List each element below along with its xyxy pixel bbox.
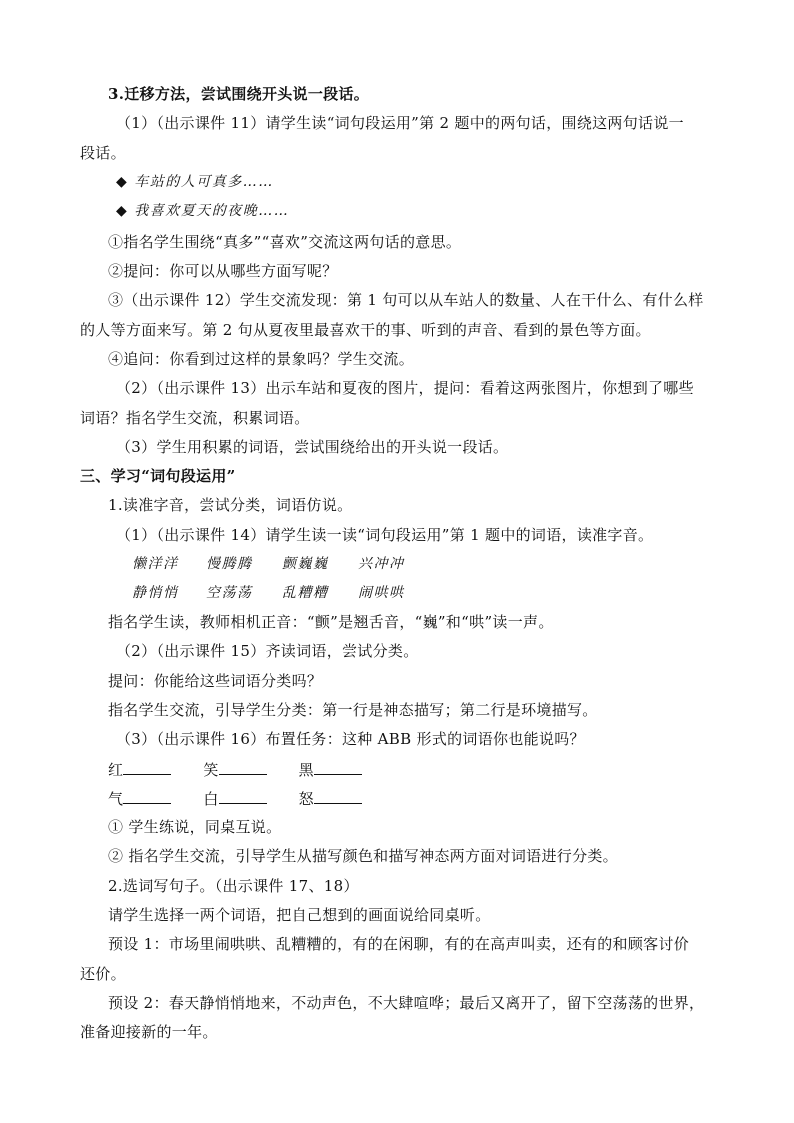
- paragraph-line: 1.读准字音，尝试分类，词语仿说。: [108, 496, 353, 514]
- paragraph-line: 预设 1：市场里闹哄哄、乱糟糟的，有的在闲聊，有的在高声叫卖，还有的和顾客讨价: [108, 935, 690, 953]
- fill-char: 红: [108, 761, 124, 779]
- word-item: 空荡荡: [206, 585, 253, 601]
- blank-line: [123, 759, 171, 775]
- paragraph-line: 准备迎接新的一年。: [80, 1023, 218, 1041]
- word-item: 兴冲冲: [358, 556, 405, 572]
- word-item: 颤巍巍: [282, 556, 329, 572]
- fill-char: 气: [108, 790, 124, 808]
- paragraph-line: 请学生选择一两个词语，把自己想到的画面说给同桌听。: [108, 906, 491, 924]
- paragraph-line: 的人等方面来写。第 2 句从夏夜里最喜欢干的事、听到的声音、看到的景色等方面。: [80, 321, 651, 339]
- fill-char: 笑: [203, 761, 219, 779]
- paragraph-line: ② 指名学生交流，引导学生从描写颜色和描写神态两方面对词语进行分类。: [108, 847, 618, 865]
- paragraph-line: 提问：你能给这些词语分类吗？: [108, 672, 323, 690]
- blank-line: [123, 788, 171, 804]
- paragraph-line: （2）（出示课件 13）出示车站和夏夜的图片，提问：看着这两张图片，你想到了哪些: [116, 379, 694, 397]
- blank-line: [219, 759, 267, 775]
- blank-line: [314, 759, 362, 775]
- word-item: 乱糟糟: [282, 585, 329, 601]
- fill-char: 黑: [298, 761, 314, 779]
- fill-char: 怒: [298, 790, 314, 808]
- blank-line: [219, 788, 267, 804]
- paragraph-line: ④追问：你看到过这样的景象吗？学生交流。: [108, 350, 415, 368]
- paragraph-line: （3）学生用积累的词语，尝试围绕给出的开头说一段话。: [116, 438, 509, 456]
- paragraph-line: 指名学生读，教师相机正音：“颤”是翘舌音，“巍”和“哄”读一声。: [108, 613, 554, 631]
- paragraph-line: 还价。: [80, 965, 126, 983]
- word-item: 闹哄哄: [358, 585, 405, 601]
- word-item: 静悄悄: [132, 585, 179, 601]
- example-sentence-2: ◆ 我喜欢夏天的夜晚……: [116, 203, 290, 219]
- word-item: 慢腾腾: [206, 556, 253, 572]
- word-item: 懒洋洋: [132, 556, 179, 572]
- paragraph-line: 预设 2：春天静悄悄地来，不动声色，不大肆喧哗；最后又离开了，留下空荡荡的世界，: [108, 994, 705, 1012]
- paragraph-line: （3）（出示课件 16）布置任务：这种 ABB 形式的词语你也能说吗？: [116, 730, 585, 748]
- section-heading-3: 3.迁移方法，尝试围绕开头说一段话。: [108, 85, 370, 103]
- paragraph-line: ②提问：你可以从哪些方面写呢？: [108, 262, 338, 280]
- paragraph-line: ① 学生练说，同桌互说。: [108, 818, 282, 836]
- paragraph-line: （1）（出示课件 11）请学生读“词句段运用”第 2 题中的两句话，围绕这两句话说一: [116, 114, 684, 132]
- blank-line: [314, 788, 362, 804]
- section-heading-three: 三、学习“词句段运用”: [80, 467, 236, 485]
- paragraph-line: 词语？指名学生交流，积累词语。: [80, 409, 310, 427]
- example-sentence-1: ◆ 车站的人可真多……: [116, 174, 274, 190]
- paragraph-line: ③（出示课件 12）学生交流发现：第 1 句可以从车站人的数量、人在干什么、有什么样: [108, 291, 704, 309]
- word-row-1: [132, 554, 432, 574]
- fill-char: 白: [203, 790, 219, 808]
- paragraph-line: 段话。: [80, 144, 126, 162]
- fill-blank-row-1: [108, 759, 362, 780]
- word-row-2: [132, 583, 432, 603]
- paragraph-line: 指名学生交流，引导学生分类：第一行是神态描写；第二行是环境描写。: [108, 701, 598, 719]
- paragraph-line: （2）（出示课件 15）齐读词语，尝试分类。: [116, 642, 419, 660]
- fill-blank-row-2: [108, 788, 362, 809]
- paragraph-line: （1）（出示课件 14）请学生读一读“词句段运用”第 1 题中的词语，读准字音。: [116, 526, 654, 544]
- paragraph-line: 2.选词写句子。（出示课件 17、18）: [108, 877, 359, 895]
- paragraph-line: ①指名学生围绕“真多”“喜欢”交流这两句话的意思。: [108, 233, 462, 251]
